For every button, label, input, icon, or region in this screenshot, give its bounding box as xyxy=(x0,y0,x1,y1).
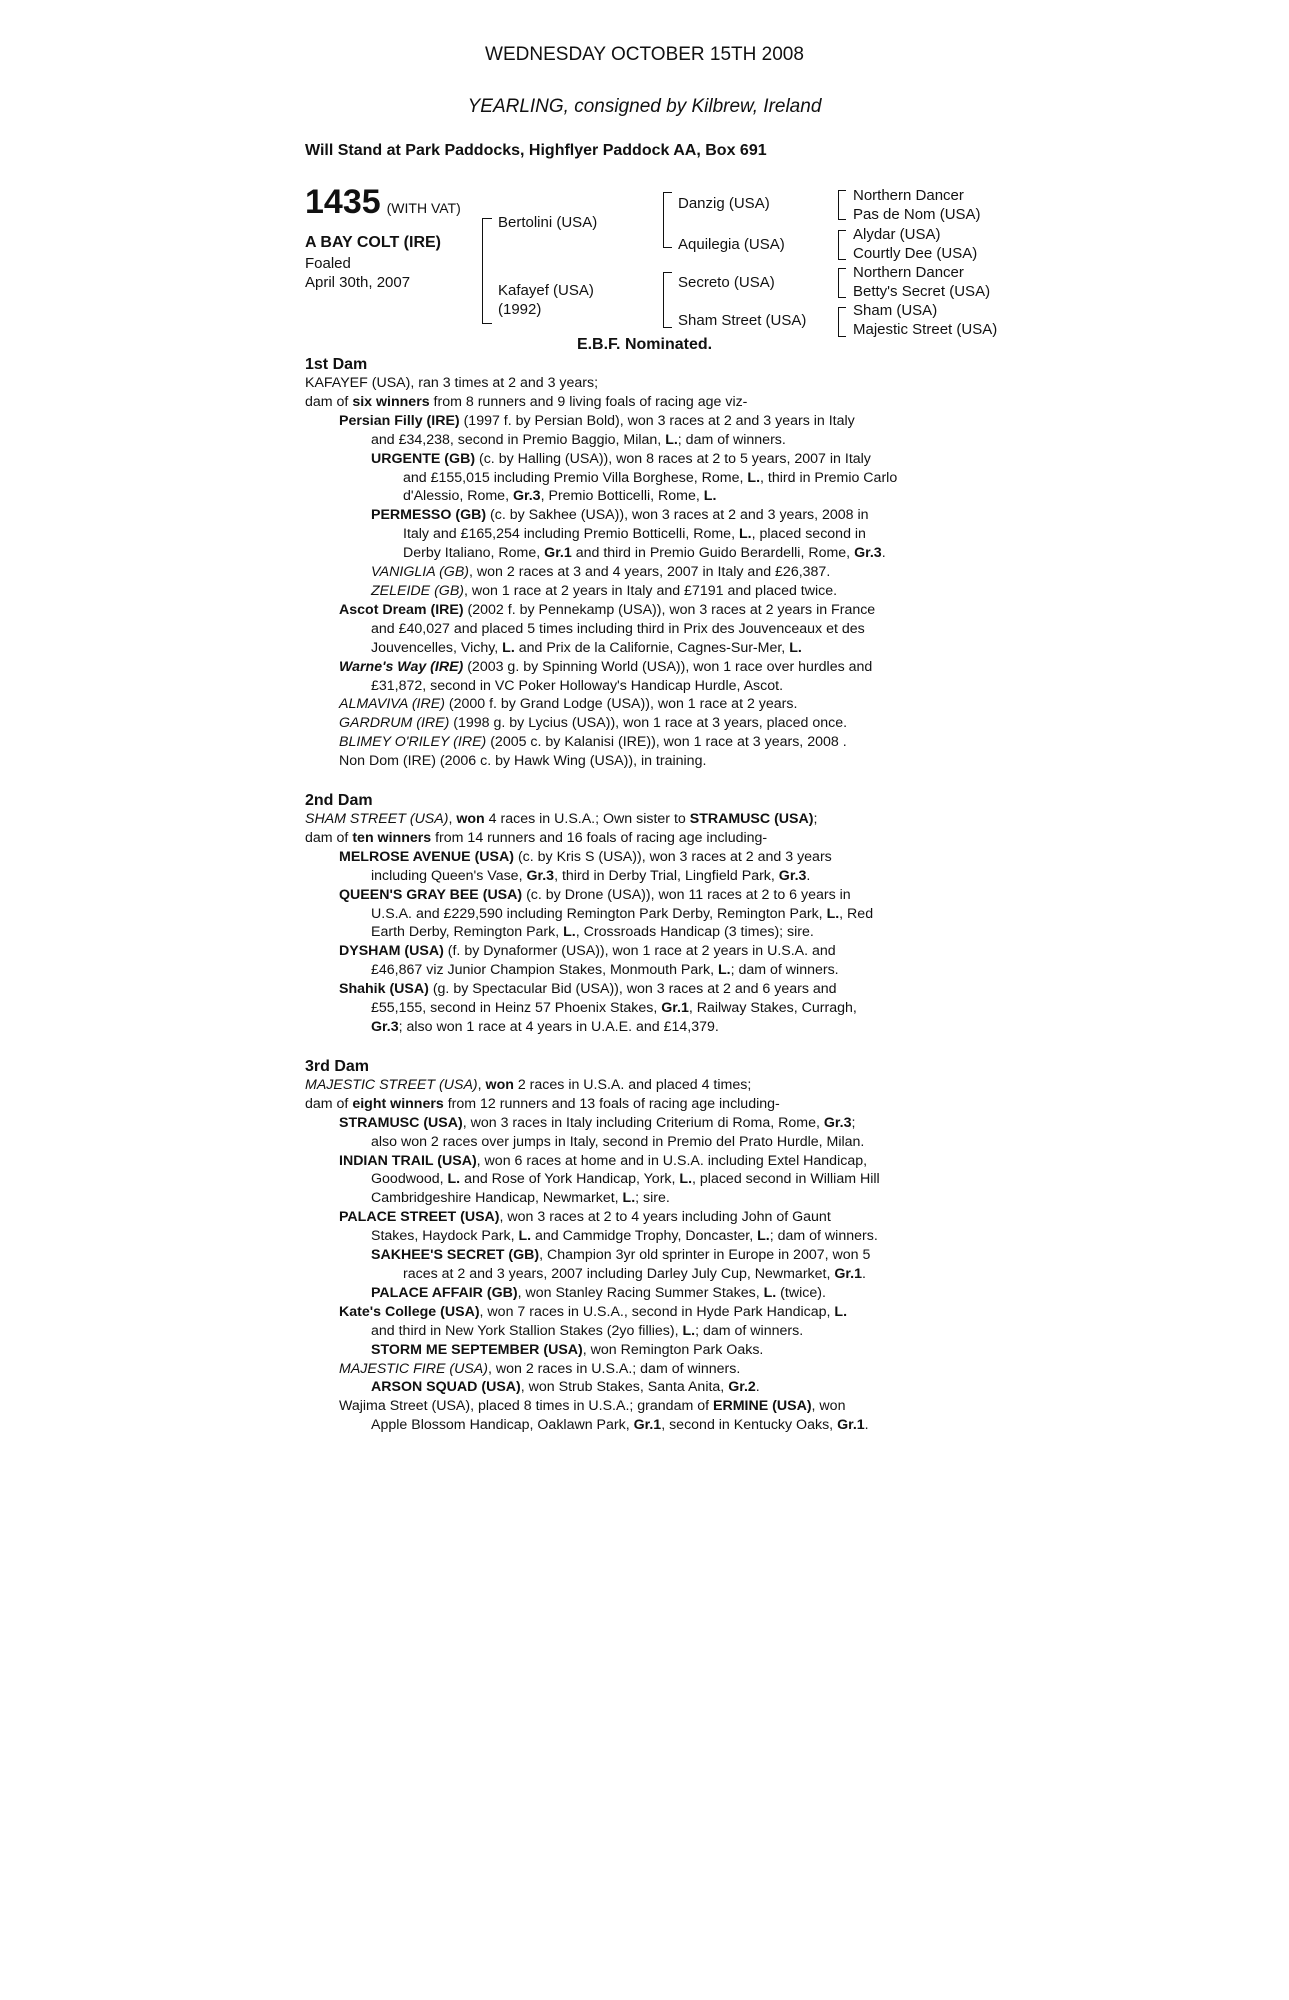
first-dam-produce: dam of six winners from 8 runners and 9 living foals of racing age viz- xyxy=(305,393,748,410)
pedigree-g4: Courtly Dee (USA) xyxy=(853,245,978,262)
pedigree-g6: Betty's Secret (USA) xyxy=(853,283,991,300)
ebf-nominated: E.B.F. Nominated. xyxy=(576,336,713,353)
progeny-warnes-way: Warne's Way (IRE) (2003 g. by Spinning World (USA)), won 1 race over hurdles and xyxy=(339,658,873,675)
progeny-persian-filly: Persian Filly (IRE) (1997 f. by Persian Bold), won 3 races at 2 and 3 years in Italy xyxy=(339,412,855,429)
second-dam-heading: 2nd Dam xyxy=(305,792,373,810)
progeny-permesso: PERMESSO (GB) (c. by Sakhee (USA)), won 3 races at 2 and 3 years, 2008 in xyxy=(371,507,869,524)
progeny-dysham: DYSHAM (USA) (f. by Dynaformer (USA)), won 1 race at 2 years in U.S.A. and xyxy=(339,943,836,960)
progeny-ascot-dream: Ascot Dream (IRE) (2002 f. by Pennekamp (USA)), won 3 races at 2 years in France xyxy=(339,601,876,618)
first-dam-heading: 1st Dam xyxy=(305,356,368,373)
progeny-non-dom: Non Dom (IRE) (2006 c. by Hawk Wing (USA)), in training. xyxy=(339,753,707,770)
second-dam-produce: dam of ten winners from 14 runners and 16 foals of racing age including- xyxy=(305,829,768,846)
progeny-storm-me-september: STORM ME SEPTEMBER (USA), won Remington Park Oaks. xyxy=(371,1341,764,1358)
pedigree-dam-dam: Sham Street (USA) xyxy=(678,312,807,329)
progeny-arson-squad: ARSON SQUAD (USA), won Strub Stakes, Santa Anita, Gr.2. xyxy=(371,1379,760,1396)
pedigree-g2: Pas de Nom (USA) xyxy=(853,206,981,223)
pedigree-g3: Alydar (USA) xyxy=(853,226,941,243)
catalogue-body: 1st Dam KAFAYEF (USA), ran 3 times at 2 and 3 years; dam of six winners from 8 runners and 9 living foals of racing age viz- Persian Filly (IRE) (1997 f. by Persian Bold), won 3 races at 2 and 3 years in Italy and £34,238, second in Premio Baggio, Milan, L.; dam of winners. URGENTE (GB) (c. by Halling (USA)), won 8 races at 2 to 5 years, 2007 in Italy and £155,015 including Premio Villa Borghese, Rome, L., third in Premio Carlo d'Alessio, Rome, Gr.3, Premio Botticelli, Rome, L. PERMESSO (GB) (c. by Sakhee (USA)), won 3 races at 2 and 3 years, 2008 in Italy and £165,254 including Premio Botticelli, Rome, L., placed second in Derby Italiano, Rome, Gr.1 and third in Premio Guido Berardelli, Rome, Gr.3. VANIGLIA (GB), won 2 races at 3 and 4 years, 2007 in Italy and £26,387. ZELEIDE (GB), won 1 race at 2 years in Italy and £7191 and placed twice. Ascot Dream (IRE) (2002 f. by Pennekamp (USA)), won 3 races at 2 years in France and £40,027 and placed 5 times including third in Prix des Jouvenceaux et des Jouvencelles, Vichy, L. and Prix de la Californie, Cagnes-Sur-Mer, L. Warne's Way (IRE) (2003 g. by Spinning World (USA)), won 1 race over hurdles and £31,872, second in VC Poker Holloway's Handicap Hurdle, Ascot. ALMAVIVA (IRE) (2000 f. by Grand Lodge (USA)), won 1 race at 2 years. GARDRUM (IRE) (1998 g. by Lycius (USA)), won 1 race at 3 years, placed once. BLIMEY O'RILEY (IRE) (2005 c. by Kalanisi (IRE)), won 1 race at 3 years, 2008 . Non Dom (IRE) (2006 c. by Hawk Wing (USA)), in training. 2nd Dam SHAM STREET (USA), won 4 races in U.S.A.; Own sister to STRAMUSC (USA); dam of ten winners from 14 runners and 16 foals of racing age including- MELROSE AVENUE (USA) (c. by Kris S (USA)), won 3 races at 2 and 3 years including Queen's Vase, Gr.3, third in Derby Trial, Lingfield Park, Gr.3. QUEEN'S GRAY BEE (USA) (c. by Drone (USA)), won 11 races at 2 to 6 years in U.S.A. and £229,590 including Remington Park Derby, Remington Park, L., Red Earth Derby, Remington Park, L., Crossroads Handicap (3 times); sire. DYSHAM (USA) (f. by Dynaformer (USA)), won 1 race at 2 years in U.S.A. and £46,867 viz Junior Champion Stakes, Monmouth Park, L.; dam of winners. Shahik (USA) (g. by Spectacular Bid (USA)), won 3 races at 2 and 6 years and £55,155, second in Heinz 57 Phoenix Stakes, Gr.1, Railway Stakes, Curragh, Gr.3; also won 1 race at 4 years in U.A.E. and £14,379. 3rd Dam MAJESTIC STREET (USA), won 2 races in U.S.A. and placed 4 times; dam of eight winners from 12 runners and 13 foals of racing age including- STRAMUSC (USA), won 3 races in Italy including Criterium di Roma, Rome, Gr.3; also won 2 races over jumps in Italy, second in Premio del Prato Hurdle, Milan. INDIAN TRAIL (USA), won 6 races at home and in U.S.A. including Extel Handicap, Goodwood, L. and Rose of York Handicap, York, L., placed second in William Hill Cambridgeshire Handicap, Newmarket, L.; sire. PALACE STREET (USA), won 3 races at 2 to 4 years including John of Gaunt Stakes, Haydock Park, L. and Cammidge Trophy, Doncaster, L.; dam of winners. SAKHEE'S SECRET (GB), Champion 3yr old sprinter in Europe in 2007, won 5 races at 2 and 3 years, 2007 including Darley July Cup, Newmarket, Gr.1. PALACE AFFAIR (GB), won Stanley Racing Summer Stakes, L. (twice). Kate's College (USA), won 7 races in U.S.A., second in Hyde Park Handicap, L. and third in New York Stallion Stakes (2yo fillies), L.; dam of winners. STORM ME SEPTEMBER (USA), won Remington Park Oaks. MAJESTIC FIRE (USA), won 2 races in U.S.A.; dam of winners. ARSON SQUAD (USA), won Strub Stakes, Santa Anita, Gr.2. Wajima Street (USA), placed 8 times in U.S.A.; grandam of ERMINE (USA), won Apple Blossom Handicap, Oaklawn Park, Gr.1, second in Kentucky Oaks, Gr.1. xyxy=(305,355,973,1435)
third-dam-produce: dam of eight winners from 12 runners and 13 foals of racing age including- xyxy=(305,1095,780,1112)
progeny-zeleide: ZELEIDE (GB), won 1 race at 2 years in Italy and £7191 and placed twice. xyxy=(371,582,838,599)
progeny-stramusc: STRAMUSC (USA), won 3 races in Italy including Criterium di Roma, Rome, Gr.3; xyxy=(339,1114,856,1131)
third-dam-heading: 3rd Dam xyxy=(305,1057,370,1075)
progeny-palace-street: PALACE STREET (USA), won 3 races at 2 to 4 years including John of Gaunt xyxy=(339,1209,831,1226)
progeny-wajima-street: Wajima Street (USA), placed 8 times in U.S.A.; grandam of ERMINE (USA), won xyxy=(339,1398,846,1415)
progeny-blimey-oriley: BLIMEY O'RILEY (IRE) (2005 c. by Kalanisi (IRE)), won 1 race at 3 years, 2008 . xyxy=(339,734,847,751)
first-dam-intro: KAFAYEF (USA), ran 3 times at 2 and 3 years; xyxy=(305,375,599,391)
pedigree-dam-sire: Secreto (USA) xyxy=(678,274,775,291)
pedigree-dam-year: (1992) xyxy=(498,301,542,318)
progeny-almaviva: ALMAVIVA (IRE) (2000 f. by Grand Lodge (USA)), won 1 race at 2 years. xyxy=(339,696,798,713)
foaled-info: Foaled April 30th, 2007 xyxy=(305,255,411,291)
progeny-indian-trail: INDIAN TRAIL (USA), won 6 races at home and in U.S.A. including Extel Handicap, xyxy=(339,1152,868,1169)
progeny-palace-affair: PALACE AFFAIR (GB), won Stanley Racing Summer Stakes, L. (twice). xyxy=(371,1284,826,1301)
vat-note: (WITH VAT) xyxy=(386,200,461,216)
progeny-melrose-avenue: MELROSE AVENUE (USA) (c. by Kris S (USA)), won 3 races at 2 and 3 years xyxy=(339,848,832,865)
pedigree-brace-main xyxy=(482,218,492,324)
progeny-queens-gray-bee: QUEEN'S GRAY BEE (USA) (c. by Drone (USA)), won 11 races at 2 to 6 years in xyxy=(339,886,851,903)
second-dam-intro: SHAM STREET (USA), won 4 races in U.S.A.; Own sister to STRAMUSC (USA); xyxy=(305,811,818,828)
pedigree-sire: Bertolini (USA) xyxy=(498,214,598,231)
pedigree-g5: Northern Dancer xyxy=(853,264,964,281)
progeny-urgente: URGENTE (GB) (c. by Halling (USA)), won 8 races at 2 to 5 years, 2007 in Italy xyxy=(371,450,871,467)
progeny-vaniglia: VANIGLIA (GB), won 2 races at 3 and 4 years, 2007 in Italy and £26,387. xyxy=(371,564,831,581)
pedigree-brace-sire xyxy=(663,192,672,248)
pedigree-brace-dam xyxy=(663,272,672,328)
stand-location: Will Stand at Park Paddocks, Highflyer Paddock AA, Box 691 xyxy=(305,142,767,159)
progeny-kates-college: Kate's College (USA), won 7 races in U.S.A., second in Hyde Park Handicap, L. xyxy=(339,1303,848,1320)
pedigree-sire-sire: Danzig (USA) xyxy=(678,195,770,212)
progeny-shahik: Shahik (USA) (g. by Spectacular Bid (USA)), won 3 races at 2 and 6 years and xyxy=(339,981,837,998)
consignment-line: YEARLING, consigned by Kilbrew, Ireland xyxy=(467,96,822,117)
pedigree-brace-g78 xyxy=(838,307,846,337)
pedigree-brace-g56 xyxy=(838,268,846,298)
progeny-gardrum: GARDRUM (IRE) (1998 g. by Lycius (USA)), won 1 race at 3 years, placed once. xyxy=(339,715,848,732)
pedigree-dam: Kafayef (USA) xyxy=(498,282,594,299)
pedigree-brace-g34 xyxy=(838,230,846,260)
progeny-sakhees-secret: SAKHEE'S SECRET (GB), Champion 3yr old sprinter in Europe in 2007, won 5 xyxy=(371,1247,871,1264)
lot-number: 1435 (WITH VAT) xyxy=(305,183,461,221)
pedigree-g8: Majestic Street (USA) xyxy=(853,321,998,338)
third-dam-intro: MAJESTIC STREET (USA), won 2 races in U.S.A. and placed 4 times; xyxy=(305,1076,752,1093)
pedigree-g7: Sham (USA) xyxy=(853,302,938,319)
horse-description: A BAY COLT (IRE) xyxy=(305,234,442,251)
pedigree-sire-dam: Aquilegia (USA) xyxy=(678,236,785,253)
pedigree-brace-g12 xyxy=(838,190,846,220)
progeny-majestic-fire: MAJESTIC FIRE (USA), won 2 races in U.S.A.; dam of winners. xyxy=(339,1360,741,1377)
pedigree-g1: Northern Dancer xyxy=(853,187,964,204)
sale-date: WEDNESDAY OCTOBER 15TH 2008 xyxy=(485,44,804,65)
